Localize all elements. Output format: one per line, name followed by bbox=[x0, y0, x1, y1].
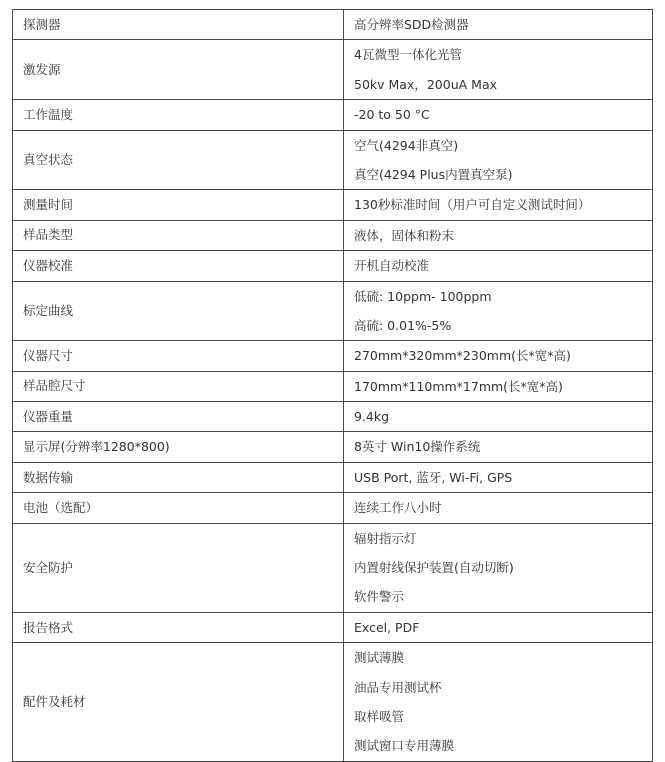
spec-value-line: 50kv Max，200uA Max bbox=[354, 76, 498, 92]
spec-row bbox=[13, 612, 653, 642]
spec-value bbox=[344, 523, 653, 612]
spec-value-line: 辐射指示灯 bbox=[354, 530, 417, 546]
spec-value-line: 开机自动校准 bbox=[354, 258, 430, 274]
spec-row bbox=[13, 341, 653, 371]
spec-value-line: 真空(4294 Plus内置真空泵) bbox=[354, 166, 513, 182]
spec-value-line: 空气(4294非真空) bbox=[354, 137, 459, 153]
spec-label: 测量时间 bbox=[13, 190, 344, 220]
spec-value bbox=[344, 251, 653, 281]
spec-value bbox=[344, 130, 653, 190]
spec-row bbox=[13, 462, 653, 492]
spec-value-line: -20 to 50 °C bbox=[354, 107, 430, 123]
spec-value bbox=[344, 40, 653, 100]
spec-label: 仪器校准 bbox=[13, 251, 344, 281]
spec-value bbox=[344, 493, 653, 523]
spec-value-line: 高硫: 0.01%-5% bbox=[354, 317, 452, 333]
spec-value bbox=[344, 432, 653, 462]
spec-value bbox=[344, 190, 653, 220]
spec-label: 报告格式 bbox=[13, 612, 344, 642]
spec-value-line: 9.4kg bbox=[354, 409, 390, 425]
spec-value bbox=[344, 341, 653, 371]
spec-label: 样品类型 bbox=[13, 220, 344, 250]
spec-value bbox=[344, 643, 653, 762]
spec-row bbox=[13, 251, 653, 281]
spec-row bbox=[13, 100, 653, 130]
spec-value-line: 油品专用测试杯 bbox=[354, 679, 442, 695]
spec-row bbox=[13, 643, 653, 762]
spec-value-line: 内置射线保护装置(自动切断) bbox=[354, 560, 514, 576]
spec-value-line: 170mm*110mm*17mm(长*宽*高) bbox=[354, 378, 563, 394]
spec-value-line: 270mm*320mm*230mm(长*宽*高) bbox=[354, 348, 571, 364]
spec-value-line: 液体，固体和粉末 bbox=[354, 227, 455, 243]
spec-value bbox=[344, 220, 653, 250]
spec-row bbox=[13, 493, 653, 523]
spec-row bbox=[13, 371, 653, 401]
spec-row bbox=[13, 40, 653, 100]
spec-label: 配件及耗材 bbox=[13, 643, 344, 762]
spec-value bbox=[344, 10, 653, 40]
spec-value bbox=[344, 281, 653, 341]
spec-table bbox=[12, 9, 653, 762]
spec-value-line: 高分辨率SDD检测器 bbox=[354, 17, 469, 32]
spec-table-body bbox=[13, 10, 653, 762]
spec-value bbox=[344, 402, 653, 432]
spec-label: 电池（选配） bbox=[13, 493, 344, 523]
spec-row bbox=[13, 281, 653, 341]
spec-value-line: 130秒标准时间（用户可自定义测试时间） bbox=[354, 197, 591, 213]
spec-label: 安全防护 bbox=[13, 523, 344, 612]
spec-row bbox=[13, 10, 653, 40]
spec-row bbox=[13, 432, 653, 462]
spec-label: 探测器 bbox=[13, 10, 344, 40]
spec-label: 数据传输 bbox=[13, 462, 344, 492]
spec-value-line: 取样吸管 bbox=[354, 708, 405, 724]
spec-value bbox=[344, 371, 653, 401]
spec-value-line: 测试薄膜 bbox=[354, 650, 405, 666]
spec-label: 标定曲线 bbox=[13, 281, 344, 341]
spec-row bbox=[13, 220, 653, 250]
spec-row bbox=[13, 190, 653, 220]
spec-value-line: 测试窗口专用薄膜 bbox=[354, 738, 455, 754]
spec-row bbox=[13, 402, 653, 432]
spec-value-line: 连续工作八小时 bbox=[354, 500, 442, 516]
spec-label: 激发源 bbox=[13, 40, 344, 100]
spec-label: 仪器重量 bbox=[13, 402, 344, 432]
spec-value-line: 8英寸 Win10操作系统 bbox=[354, 439, 481, 455]
spec-value-line: Excel, PDF bbox=[354, 619, 420, 635]
spec-label: 仪器尺寸 bbox=[13, 341, 344, 371]
spec-value-line: 4瓦微型一体化光管 bbox=[354, 47, 462, 63]
spec-row bbox=[13, 523, 653, 612]
spec-row bbox=[13, 130, 653, 190]
spec-value-line: 低硫: 10ppm- 100ppm bbox=[354, 288, 492, 304]
spec-label: 真空状态 bbox=[13, 130, 344, 190]
spec-value bbox=[344, 612, 653, 642]
spec-label: 显示屏(分辨率1280*800) bbox=[13, 432, 344, 462]
spec-value-line: 软件警示 bbox=[354, 589, 405, 605]
spec-label: 工作温度 bbox=[13, 100, 344, 130]
spec-value bbox=[344, 462, 653, 492]
spec-value-line: USB Port, 蓝牙, Wi-Fi, GPS bbox=[354, 469, 513, 485]
spec-value bbox=[344, 100, 653, 130]
spec-label: 样品腔尺寸 bbox=[13, 371, 344, 401]
